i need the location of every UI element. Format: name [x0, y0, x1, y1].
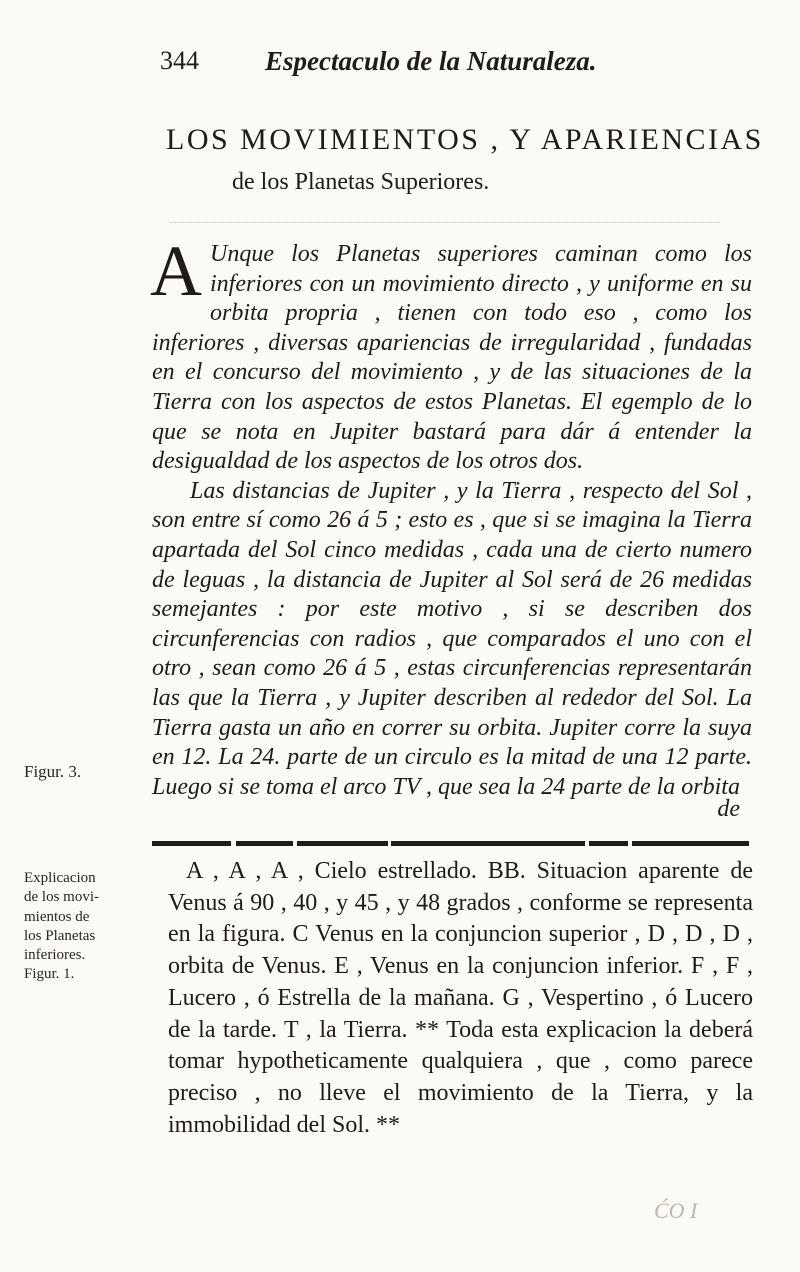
rule-gap — [585, 840, 589, 847]
margin-line: los Planetas — [24, 927, 96, 944]
section-title: LOS MOVIMIENTOS , Y APARIENCIAS — [166, 123, 764, 156]
figure-explanation-paragraph: A , A , A , Cielo estrellado. BB. Situacion aparente de Venus á 90 , 40 , y 45 , y 48 grados , conforme se representa en la figura. C Venus en la conjuncion superior , D , D , D , orbita de Venus. E , Venus en la conjuncion inferior. F , F , Lucero , ó Estrella de la mañana. G , Vespertino , ó Lucero de la tarde. T , la Tierra. ** Toda esta explicacion la deberá tomar hypotheticamente qualquiera , que , como parece preciso , no lleve el movimiento de la Tierra, y la immobilidad del Sol. ** — [168, 858, 753, 1138]
rule-gap — [231, 840, 236, 847]
margin-line: inferiores. — [24, 947, 86, 964]
separator-rule — [152, 841, 749, 846]
page-header — [160, 38, 640, 88]
paragraph-2: Las distancias de Jupiter , y la Tierra , respecto del Sol , son entre sí como 26 á 5 ; esto es , que si se imagina la Tierra apartada del Sol cinco medidas , cada una de cierto numero de leguas , la distancia de Jupiter al Sol será de 26 medidas semejantes : por este motivo , si se describen dos circunferencias con radios , que comparados el uno con el otro , sean como 26 á 5 , estas circunferencias representarán las que la Tierra , y Jupiter describen al rededor del Sol. La Tierra gasta un año en correr su orbita. Jupiter corre la suya en 12. La 24. parte de un circulo es la mitad de una 12 parte. Luego si se toma el arco TV , que sea la 24 parte de la orbita — [152, 477, 752, 800]
ornament-divider — [170, 222, 720, 233]
dropcap: A — [150, 231, 202, 311]
page-number: 344 — [160, 46, 199, 75]
margin-line: Figur. 1. — [24, 966, 75, 983]
rule-gap — [388, 840, 391, 847]
margin-explanation-note — [24, 869, 144, 985]
margin-line: Explicacion — [24, 870, 96, 886]
paragraph-1 — [150, 231, 752, 477]
paragraph-1-text: Unque los Planetas superiores caminan como los inferiores con un movimiento directo , y uniforme en su orbita propria , tienen con todo eso , como los inferiores , diversas apariencias de irregularidad , fundadas en el concurso del movimiento , y de las situaciones de la Tierra con los aspectos de estos Planetas. El egemplo de lo que se nota en Jupiter bastará para dár á entender la desigualdad de los aspectos de los otros dos. — [152, 241, 752, 475]
roman-text-block — [168, 856, 753, 1141]
margin-line: de los movi- — [24, 889, 99, 906]
catchword: de — [717, 796, 740, 822]
margin-figure-ref: Figur. 3. — [24, 762, 82, 781]
section-subtitle: de los Planetas Superiores. — [232, 169, 490, 195]
bleed-through-mark: ĆO I — [654, 1198, 698, 1223]
rule-gap — [293, 840, 297, 847]
italic-text-block — [150, 231, 752, 802]
running-title: Espectaculo de la Naturaleza. — [265, 46, 597, 76]
margin-line: mientos de — [24, 908, 90, 925]
rule-gap — [628, 840, 632, 847]
